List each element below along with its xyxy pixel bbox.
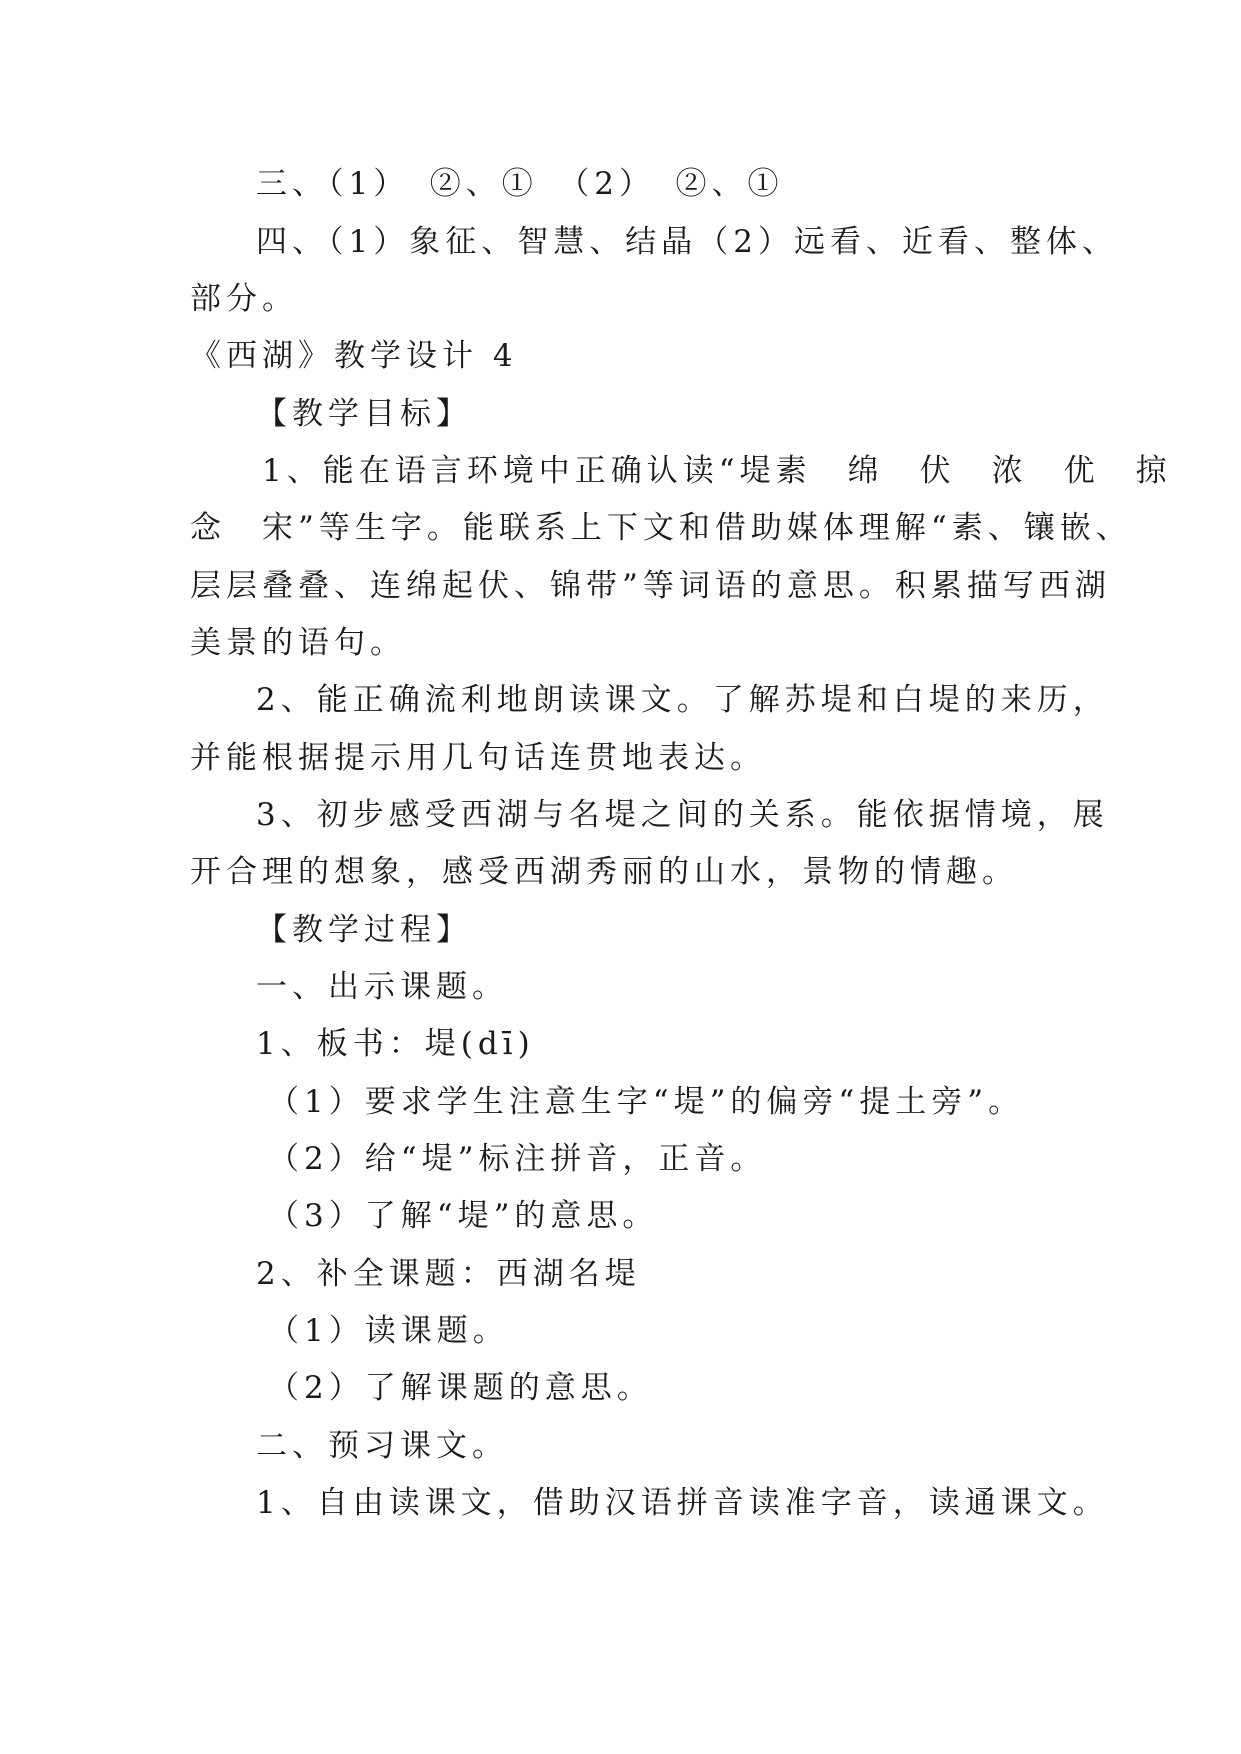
step-1-item-1-sub-1: （1）要求学生注意生字“堤”的偏旁“提土旁”。 <box>268 1084 1025 1120</box>
goal-2-line-1: 2、能正确流利地朗读课文。了解苏堤和白堤的来历， <box>256 682 1109 718</box>
goal-1-line-3: 层层叠叠、连绵起伏、锦带”等词语的意思。积累描写西湖 <box>190 568 1111 604</box>
answer-line-3: 三、（1） ②、① （2） ②、① <box>256 166 784 202</box>
goal-1-line-1: 1、能在语言环境中正确认读“堤素 绵 伏 浓 优 掠 <box>262 453 1172 489</box>
step-2-item-1: 1、自由读课文，借助汉语拼音读准字音，读通课文。 <box>256 1485 1109 1521</box>
step-2-title: 二、预习课文。 <box>256 1428 508 1464</box>
section-title: 《西湖》教学设计 4 <box>190 338 518 374</box>
goal-3-line-2: 开合理的想象，感受西湖秀丽的山水，景物的情趣。 <box>190 854 1018 890</box>
heading-goals: 【教学目标】 <box>256 396 472 432</box>
answer-line-4: 四、（1）象征、智慧、结晶（2）远看、近看、整体、 <box>256 224 1118 260</box>
step-1-item-1-sub-2: （2）给“堤”标注拼音，正音。 <box>268 1141 767 1177</box>
goal-3-line-1: 3、初步感受西湖与名堤之间的关系。能依据情境，展 <box>256 797 1109 833</box>
goal-2-line-2: 并能根据提示用几句话连贯地表达。 <box>190 740 766 776</box>
step-1-item-2-sub-1: （1）读课题。 <box>268 1313 509 1349</box>
step-1-item-1-sub-3: （3）了解“堤”的意思。 <box>268 1198 659 1234</box>
step-1-item-2: 2、补全课题：西湖名堤 <box>256 1256 641 1292</box>
step-1-title: 一、出示课题。 <box>256 969 508 1005</box>
answer-line-4-cont: 部分。 <box>190 281 298 317</box>
step-1-item-1: 1、板书：堤(dī) <box>256 1026 535 1062</box>
step-1-item-2-sub-2: （2）了解课题的意思。 <box>268 1370 653 1406</box>
heading-process: 【教学过程】 <box>256 912 472 948</box>
goal-1-line-4: 美景的语句。 <box>190 625 406 661</box>
goal-1-line-2: 念 宋”等生字。能联系上下文和借助媒体理解“素、镶嵌、 <box>190 510 1132 546</box>
